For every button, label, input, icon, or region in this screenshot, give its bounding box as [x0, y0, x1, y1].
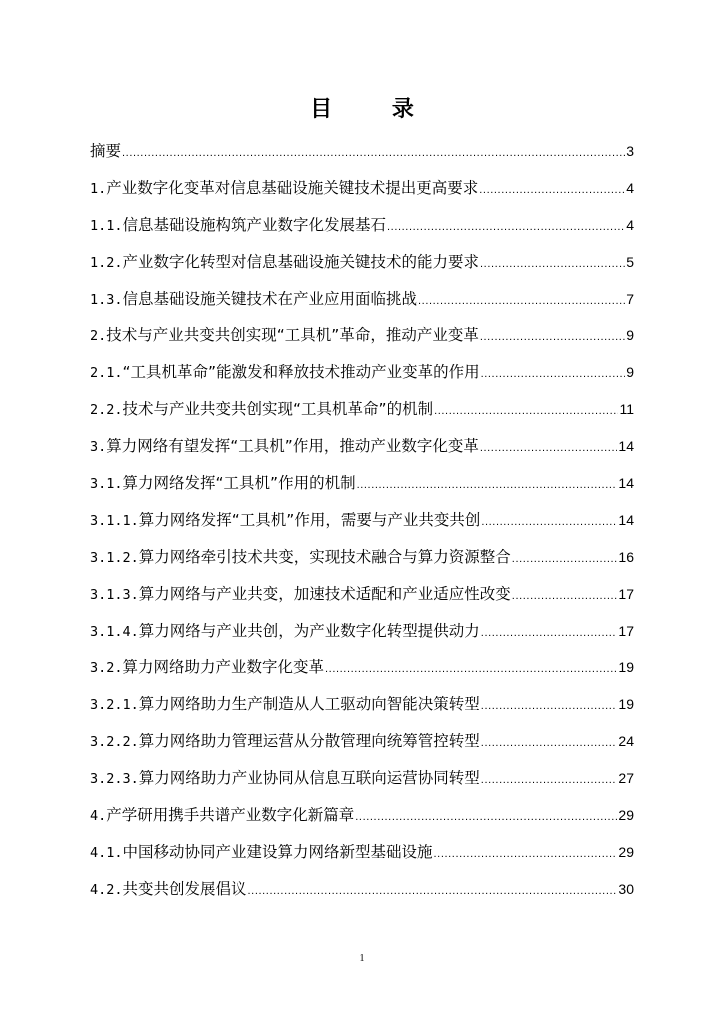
toc-entry[interactable] — [90, 133, 634, 170]
toc-entry-number: 2. — [90, 328, 107, 345]
toc-dot-leader — [481, 504, 617, 541]
toc-entry-title: 算力网络助力产业协同从信息互联向运营协同转型 — [138, 769, 480, 788]
toc-entry[interactable] — [90, 207, 634, 244]
toc-entry[interactable] — [90, 428, 634, 465]
page-number: 1 — [359, 953, 365, 964]
toc-entry-number: 2.2. — [90, 402, 123, 419]
toc-entry-title: 产学研用携手共谱产业数字化新篇章 — [106, 806, 355, 825]
toc-entry-page: 29 — [618, 843, 634, 860]
toc-entry-number: 3.1.1. — [90, 512, 139, 529]
toc-entry-page: 14 — [618, 475, 634, 492]
toc-dot-leader — [434, 393, 618, 430]
toc-entry-page: 27 — [618, 770, 634, 787]
toc-entry[interactable] — [90, 723, 634, 760]
toc-entry[interactable] — [90, 871, 634, 908]
toc-title: 目 录 — [310, 97, 440, 122]
toc-entry-title: 共变共创发展倡议 — [122, 879, 247, 898]
toc-entry-page: 9 — [626, 327, 634, 344]
toc-entry-page: 11 — [619, 401, 634, 418]
toc-entry[interactable] — [90, 281, 634, 318]
toc-dot-leader — [481, 725, 618, 762]
toc-dot-leader — [479, 172, 625, 209]
toc-entry[interactable] — [90, 354, 634, 391]
toc-dot-leader — [512, 541, 618, 578]
toc-entry-title: “工具机革命”能激发和释放技术推动产业变革的作用 — [122, 363, 480, 382]
toc-entry-number: 4.1. — [90, 844, 123, 861]
toc-entry-number: 3.2.3. — [90, 771, 139, 788]
toc-entry-page: 9 — [626, 364, 634, 381]
toc-dot-leader — [480, 246, 625, 283]
toc-entry[interactable] — [90, 576, 634, 613]
table-of-contents — [90, 133, 634, 908]
toc-dot-leader — [248, 873, 618, 910]
toc-dot-leader — [122, 135, 625, 172]
toc-entry[interactable] — [90, 244, 634, 281]
toc-entry-page: 29 — [618, 807, 634, 824]
toc-entry-title: 算力网络与产业共创，为产业数字化转型提供动力 — [138, 621, 480, 640]
toc-entry-title: 算力网络发挥“工具机”作用，需要与产业共变共创 — [138, 510, 481, 529]
toc-entry-title: 产业数字化变革对信息基础设施关键技术提出更高要求 — [106, 178, 479, 197]
toc-entry-title: 中国移动协同产业建设算力网络新型基础设施 — [122, 842, 433, 861]
toc-entry-number: 3. — [90, 439, 107, 456]
toc-entry-number: 3.1. — [90, 476, 123, 493]
toc-dot-leader — [418, 283, 625, 320]
toc-dot-leader — [481, 356, 626, 393]
toc-dot-leader — [480, 430, 618, 467]
toc-entry-page: 19 — [618, 696, 634, 713]
toc-entry[interactable] — [90, 760, 634, 797]
toc-entry-page: 5 — [626, 253, 634, 270]
toc-dot-leader — [480, 319, 625, 356]
toc-entry-number: 3.1.2. — [90, 549, 139, 566]
toc-entry-title: 算力网络助力产业数字化变革 — [122, 658, 325, 677]
toc-entry-number: 1. — [90, 180, 107, 197]
toc-entry[interactable] — [90, 649, 634, 686]
toc-entry-title: 算力网络助力生产制造从人工驱动向智能决策转型 — [138, 695, 480, 714]
toc-entry[interactable] — [90, 391, 634, 428]
toc-entry-title: 产业数字化转型对信息基础设施关键技术的能力要求 — [122, 252, 480, 271]
toc-entry-title: 算力网络有望发挥“工具机”作用，推动产业数字化变革 — [106, 437, 479, 456]
toc-entry-number: 4.2. — [90, 881, 123, 898]
toc-entry[interactable] — [90, 797, 634, 834]
toc-dot-leader — [325, 651, 617, 688]
toc-entry-number: 3.2. — [90, 660, 123, 677]
toc-entry-number: 1.2. — [90, 254, 123, 271]
toc-entry-number: 3.2.2. — [90, 734, 139, 751]
toc-entry-number: 3.1.3. — [90, 586, 139, 603]
toc-entry-page: 17 — [618, 622, 634, 639]
toc-entry-title: 技术与产业共变共创实现“工具机革命”的机制 — [122, 400, 434, 419]
toc-entry-page: 14 — [618, 511, 634, 528]
toc-dot-leader — [387, 209, 625, 246]
toc-entry-page: 14 — [618, 438, 634, 455]
toc-entry-title: 信息基础设施构筑产业数字化发展基石 — [122, 215, 387, 234]
toc-dot-leader — [434, 836, 618, 873]
toc-entry-page: 4 — [626, 179, 634, 196]
toc-entry-page: 17 — [618, 585, 634, 602]
toc-entry-number: 2.1. — [90, 365, 123, 382]
toc-entry-number: 1.3. — [90, 291, 123, 308]
toc-dot-leader — [481, 762, 618, 799]
toc-dot-leader — [481, 615, 618, 652]
toc-entry[interactable] — [90, 539, 634, 576]
toc-entry-title: 算力网络与产业共变，加速技术适配和产业适应性改变 — [138, 584, 511, 603]
toc-dot-leader — [512, 578, 618, 615]
toc-dot-leader — [481, 688, 618, 725]
toc-entry-page: 7 — [626, 290, 634, 307]
toc-dot-leader — [357, 467, 618, 504]
toc-entry-number: 3.1.4. — [90, 623, 139, 640]
toc-entry-number: 3.2.1. — [90, 697, 139, 714]
toc-entry[interactable] — [90, 170, 634, 207]
toc-entry[interactable] — [90, 317, 634, 354]
toc-entry-page: 16 — [618, 548, 634, 565]
toc-entry[interactable] — [90, 502, 634, 539]
toc-entry-page: 30 — [618, 880, 634, 897]
toc-entry-page: 19 — [618, 659, 634, 676]
toc-entry[interactable] — [90, 613, 634, 650]
toc-entry-title: 技术与产业共变共创实现“工具机”革命，推动产业变革 — [106, 326, 479, 345]
toc-entry-page: 4 — [626, 216, 634, 233]
toc-entry-page: 3 — [626, 143, 634, 159]
toc-entry-title: 信息基础设施关键技术在产业应用面临挑战 — [122, 289, 418, 308]
toc-entry-number: 4. — [90, 808, 107, 825]
toc-entry[interactable] — [90, 834, 634, 871]
toc-entry-title: 摘要 — [90, 142, 122, 160]
toc-entry[interactable] — [90, 686, 634, 723]
toc-entry-title: 算力网络牵引技术共变，实现技术融合与算力资源整合 — [138, 547, 511, 566]
toc-entry-title: 算力网络发挥“工具机”作用的机制 — [122, 474, 356, 493]
toc-entry-page: 24 — [618, 733, 634, 750]
toc-dot-leader — [355, 799, 617, 836]
toc-entry[interactable] — [90, 465, 634, 502]
toc-entry-number: 1.1. — [90, 217, 123, 234]
toc-entry-title: 算力网络助力管理运营从分散管理向统筹管控转型 — [138, 732, 480, 751]
